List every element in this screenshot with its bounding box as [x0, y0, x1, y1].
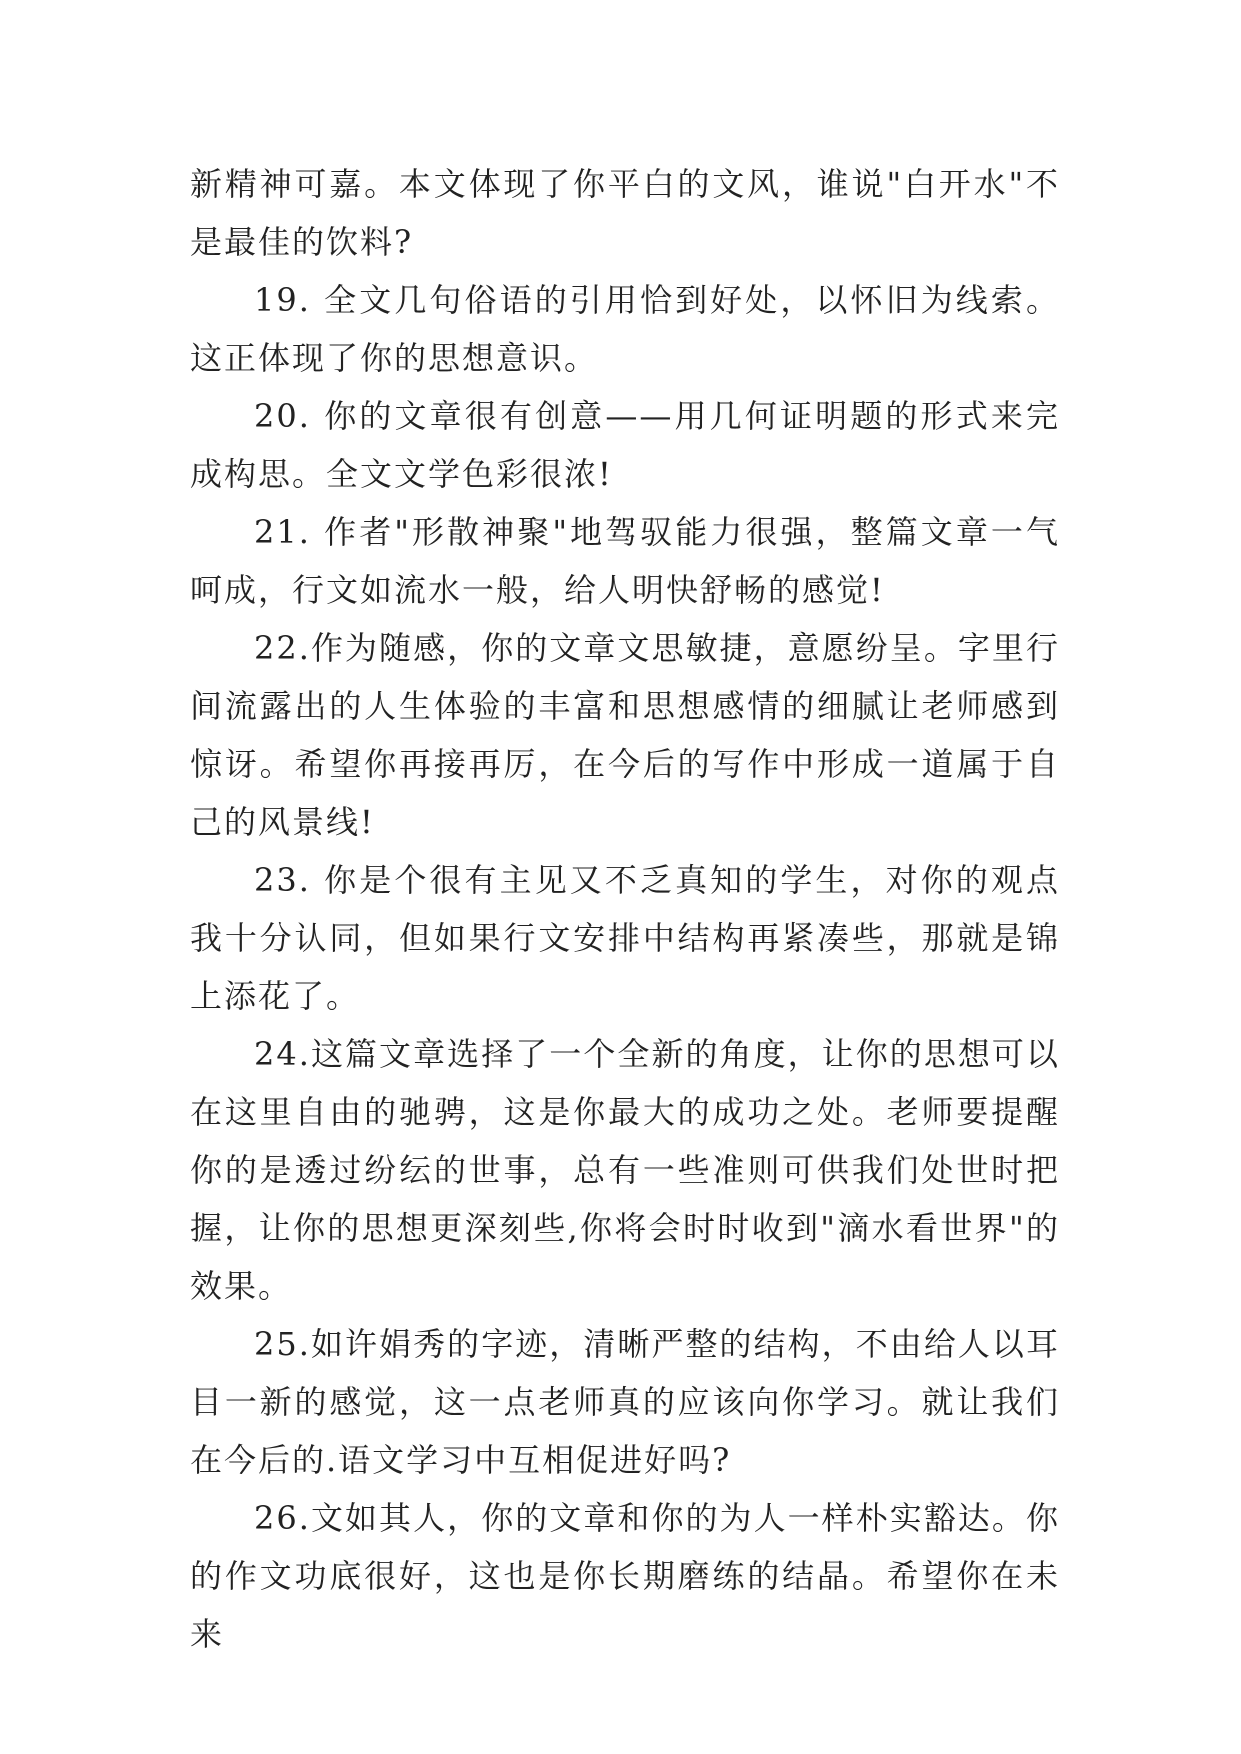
document-body [190, 155, 1060, 1663]
paragraph-20: 20. 你的文章很有创意——用几何证明题的形式来完成构思。全文文学色彩很浓! [190, 397, 1060, 493]
paragraph-21: 21. 作者"形散神聚"地驾驭能力很强，整篇文章一气呵成，行文如流水一般，给人明快舒畅的感觉! [190, 513, 1060, 609]
paragraph-25: 25.如许娟秀的字迹，清晰严整的结构，不由给人以耳目一新的感觉，这一点老师真的应该向你学习。就让我们在今后的.语文学习中互相促进好吗? [190, 1325, 1060, 1479]
paragraph-24: 24.这篇文章选择了一个全新的角度，让你的思想可以在这里自由的驰骋，这是你最大的成功之处。老师要提醒你的是透过纷纭的世事，总有一些准则可供我们处世时把握，让你的思想更深刻些,你将会时时收到"滴水看世界"的效果。 [190, 1035, 1060, 1305]
paragraph-23: 23. 你是个很有主见又不乏真知的学生，对你的观点我十分认同，但如果行文安排中结构再紧凑些，那就是锦上添花了。 [190, 861, 1060, 1015]
paragraph-continuation: 新精神可嘉。本文体现了你平白的文风，谁说"白开水"不是最佳的饮料? [190, 165, 1060, 261]
paragraph-26: 26.文如其人，你的文章和你的为人一样朴实豁达。你的作文功底很好，这也是你长期磨练的结晶。希望你在未来 [190, 1499, 1060, 1653]
paragraph-22: 22.作为随感，你的文章文思敏捷，意愿纷呈。字里行间流露出的人生体验的丰富和思想感情的细腻让老师感到惊讶。希望你再接再厉，在今后的写作中形成一道属于自己的风景线! [190, 629, 1060, 841]
paragraph-19: 19. 全文几句俗语的引用恰到好处，以怀旧为线索。这正体现了你的思想意识。 [190, 281, 1060, 377]
